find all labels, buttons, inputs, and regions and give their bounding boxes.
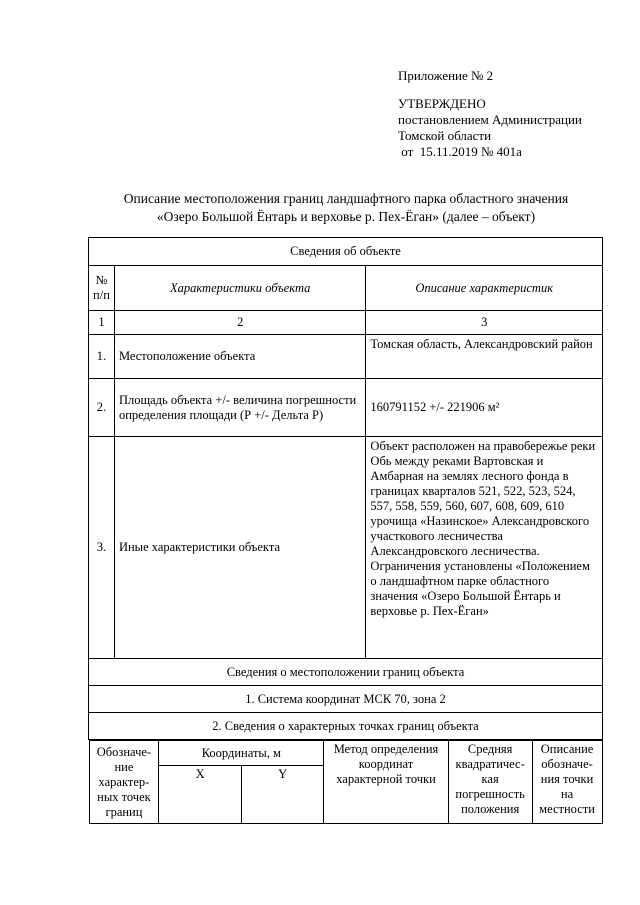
coord-system-row	[89, 686, 603, 713]
col-char-header: Характеристики объекта	[114, 266, 365, 311]
approval-block	[398, 68, 582, 160]
col-x-header: X	[159, 766, 241, 824]
table-row	[89, 335, 603, 379]
col-coords-header: Координаты, м	[159, 741, 324, 766]
row-value: Объект расположен на правобережье реки Обь между реками Вартовская и Амбарная на землях лесного фонда в границах кварталов 521, 522, 523, 524, 557, 558, 559, 560, 607, 608, 609, 610 урочища «Назинское» Александровского участкового лесничества Александровского лесничества. Ограничения установлены «Положением о ландшафтном парке областного значения «Озеро Большой Ёнтарь и верховье р. Пех-Ёган»	[366, 437, 603, 659]
approved-by-line2: Томской области	[398, 128, 492, 143]
row-number: 3.	[89, 437, 115, 659]
col-method-header: Метод определения координат характерной точки	[324, 741, 448, 824]
col-mark-header: Описание обозначе-ния точки на местности	[532, 741, 602, 824]
object-info-title: Сведения об объекте	[89, 238, 603, 266]
table-row	[89, 437, 603, 659]
title-line-1: Описание местоположения границ ландшафтного парка областного значения	[123, 191, 569, 206]
index-row	[89, 311, 603, 335]
boundaries-title: Сведения о местоположении границ объекта	[89, 659, 603, 686]
table-row	[89, 379, 603, 437]
col-y-header: Y	[241, 766, 323, 824]
document-title	[88, 190, 604, 226]
col-desc-header: Описание характеристик	[366, 266, 603, 311]
points-title: 2. Сведения о характерных точках границ объекта	[89, 713, 603, 740]
row-value: Томская область, Александровский район	[366, 335, 603, 379]
row-name: Иные характеристики объекта	[114, 437, 365, 659]
row-value: 160791152 +/- 221906 м²	[366, 379, 603, 437]
approved-label: УТВЕРЖДЕНО	[398, 96, 486, 111]
index-cell: 2	[114, 311, 365, 335]
col-error-header: Средняя квадратичес-кая погрешность положения	[448, 741, 532, 824]
index-cell: 3	[366, 311, 603, 335]
section-header-row	[89, 659, 603, 686]
row-name: Местоположение объекта	[114, 335, 365, 379]
row-number: 2.	[89, 379, 115, 437]
row-name: Площадь объекта +/- величина погрешности определения площади (Р +/- Дельта Р)	[114, 379, 365, 437]
col-point-header: Обозначе-ние характер-ных точек границ	[89, 741, 159, 824]
approval-date: от 15.11.2019 № 401а	[398, 144, 522, 159]
column-header-row	[89, 266, 603, 311]
points-title-row	[89, 713, 603, 740]
points-header-row	[89, 740, 603, 825]
col-num-header: № п/п	[89, 266, 115, 311]
coord-system-label: 1. Система координат МСК 70, зона 2	[89, 686, 603, 713]
section-header-row	[89, 238, 603, 266]
title-line-2: «Озеро Большой Ёнтарь и верховье р. Пех-Ёган» (далее – объект)	[156, 209, 536, 224]
approved-by-line1: постановлением Администрации	[398, 112, 582, 127]
object-description-table	[88, 237, 603, 824]
points-table	[89, 740, 603, 824]
index-cell: 1	[89, 311, 115, 335]
appendix-label: Приложение № 2	[398, 68, 494, 83]
row-number: 1.	[89, 335, 115, 379]
